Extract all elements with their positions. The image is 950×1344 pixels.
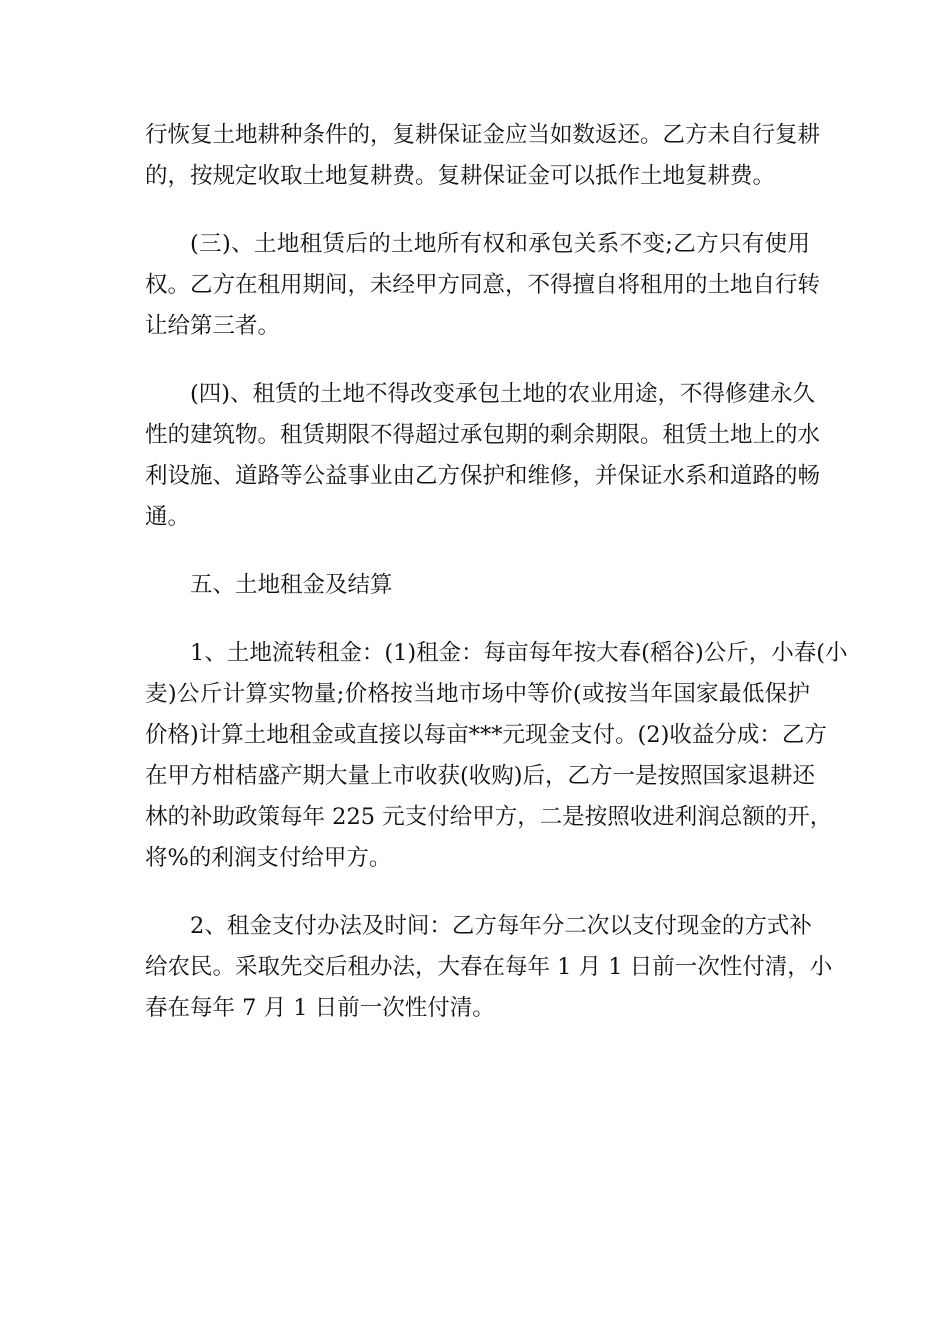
text-line: 在甲方柑桔盛产期大量上市收获(收购)后，乙方一是按照国家退耕还 (145, 763, 816, 789)
document-body (145, 115, 848, 1056)
text-line: 行恢复土地耕种条件的，复耕保证金应当如数返还。乙方未自行复耕 (145, 122, 821, 148)
text-line: 通。 (145, 504, 191, 530)
section-heading-rent-settlement (145, 565, 810, 606)
paragraph-rent-item-one (145, 633, 848, 879)
section-heading: 五、土地租金及结算 (190, 572, 393, 598)
text-line: 性的建筑物。租赁期限不得超过承包期的剩余期限。租赁土地上的水 (145, 422, 821, 448)
text-line: 让给第三者。 (145, 313, 281, 339)
text-line: 2、租金支付办法及时间：乙方每年分二次以支付现金的方式补 (190, 913, 812, 939)
text-line: 利设施、道路等公益事业由乙方保护和维修，并保证水系和道路的畅 (145, 463, 821, 489)
paragraph-clause-four (145, 374, 821, 538)
text-line: 将%的利润支付给甲方。 (145, 845, 392, 871)
text-line: 给农民。采取先交后租办法，大春在每年 1 月 1 日前一次性付清，小 (145, 954, 833, 980)
text-line: 林的补助政策每年 225 元支付给甲方，二是按照收进利润总额的开， (145, 804, 833, 830)
text-line: (四)、租赁的土地不得改变承包土地的农业用途，不得修建永久 (190, 381, 816, 407)
text-line: 麦)公斤计算实物量;价格按当地市场中等价(或按当年国家最低保护 (145, 681, 810, 707)
text-line: (三)、土地租赁后的土地所有权和承包关系不变;乙方只有使用 (190, 231, 810, 257)
paragraph-reclamation-deposit (145, 115, 821, 197)
paragraph-clause-three (145, 224, 821, 347)
text-line: 春在每年 7 月 1 日前一次性付清。 (145, 995, 495, 1021)
text-line: 权。乙方在租用期间，未经甲方同意，不得擅自将租用的土地自行转 (145, 272, 821, 298)
text-line: 价格)计算土地租金或直接以每亩***元现金支付。(2)收益分成：乙方 (145, 722, 827, 748)
paragraph-rent-item-two (145, 906, 833, 1029)
text-line: 1、土地流转租金：(1)租金：每亩每年按大春(稻谷)公斤，小春(小 (190, 640, 848, 666)
text-line: 的，按规定收取土地复耕费。复耕保证金可以抵作土地复耕费。 (145, 163, 776, 189)
